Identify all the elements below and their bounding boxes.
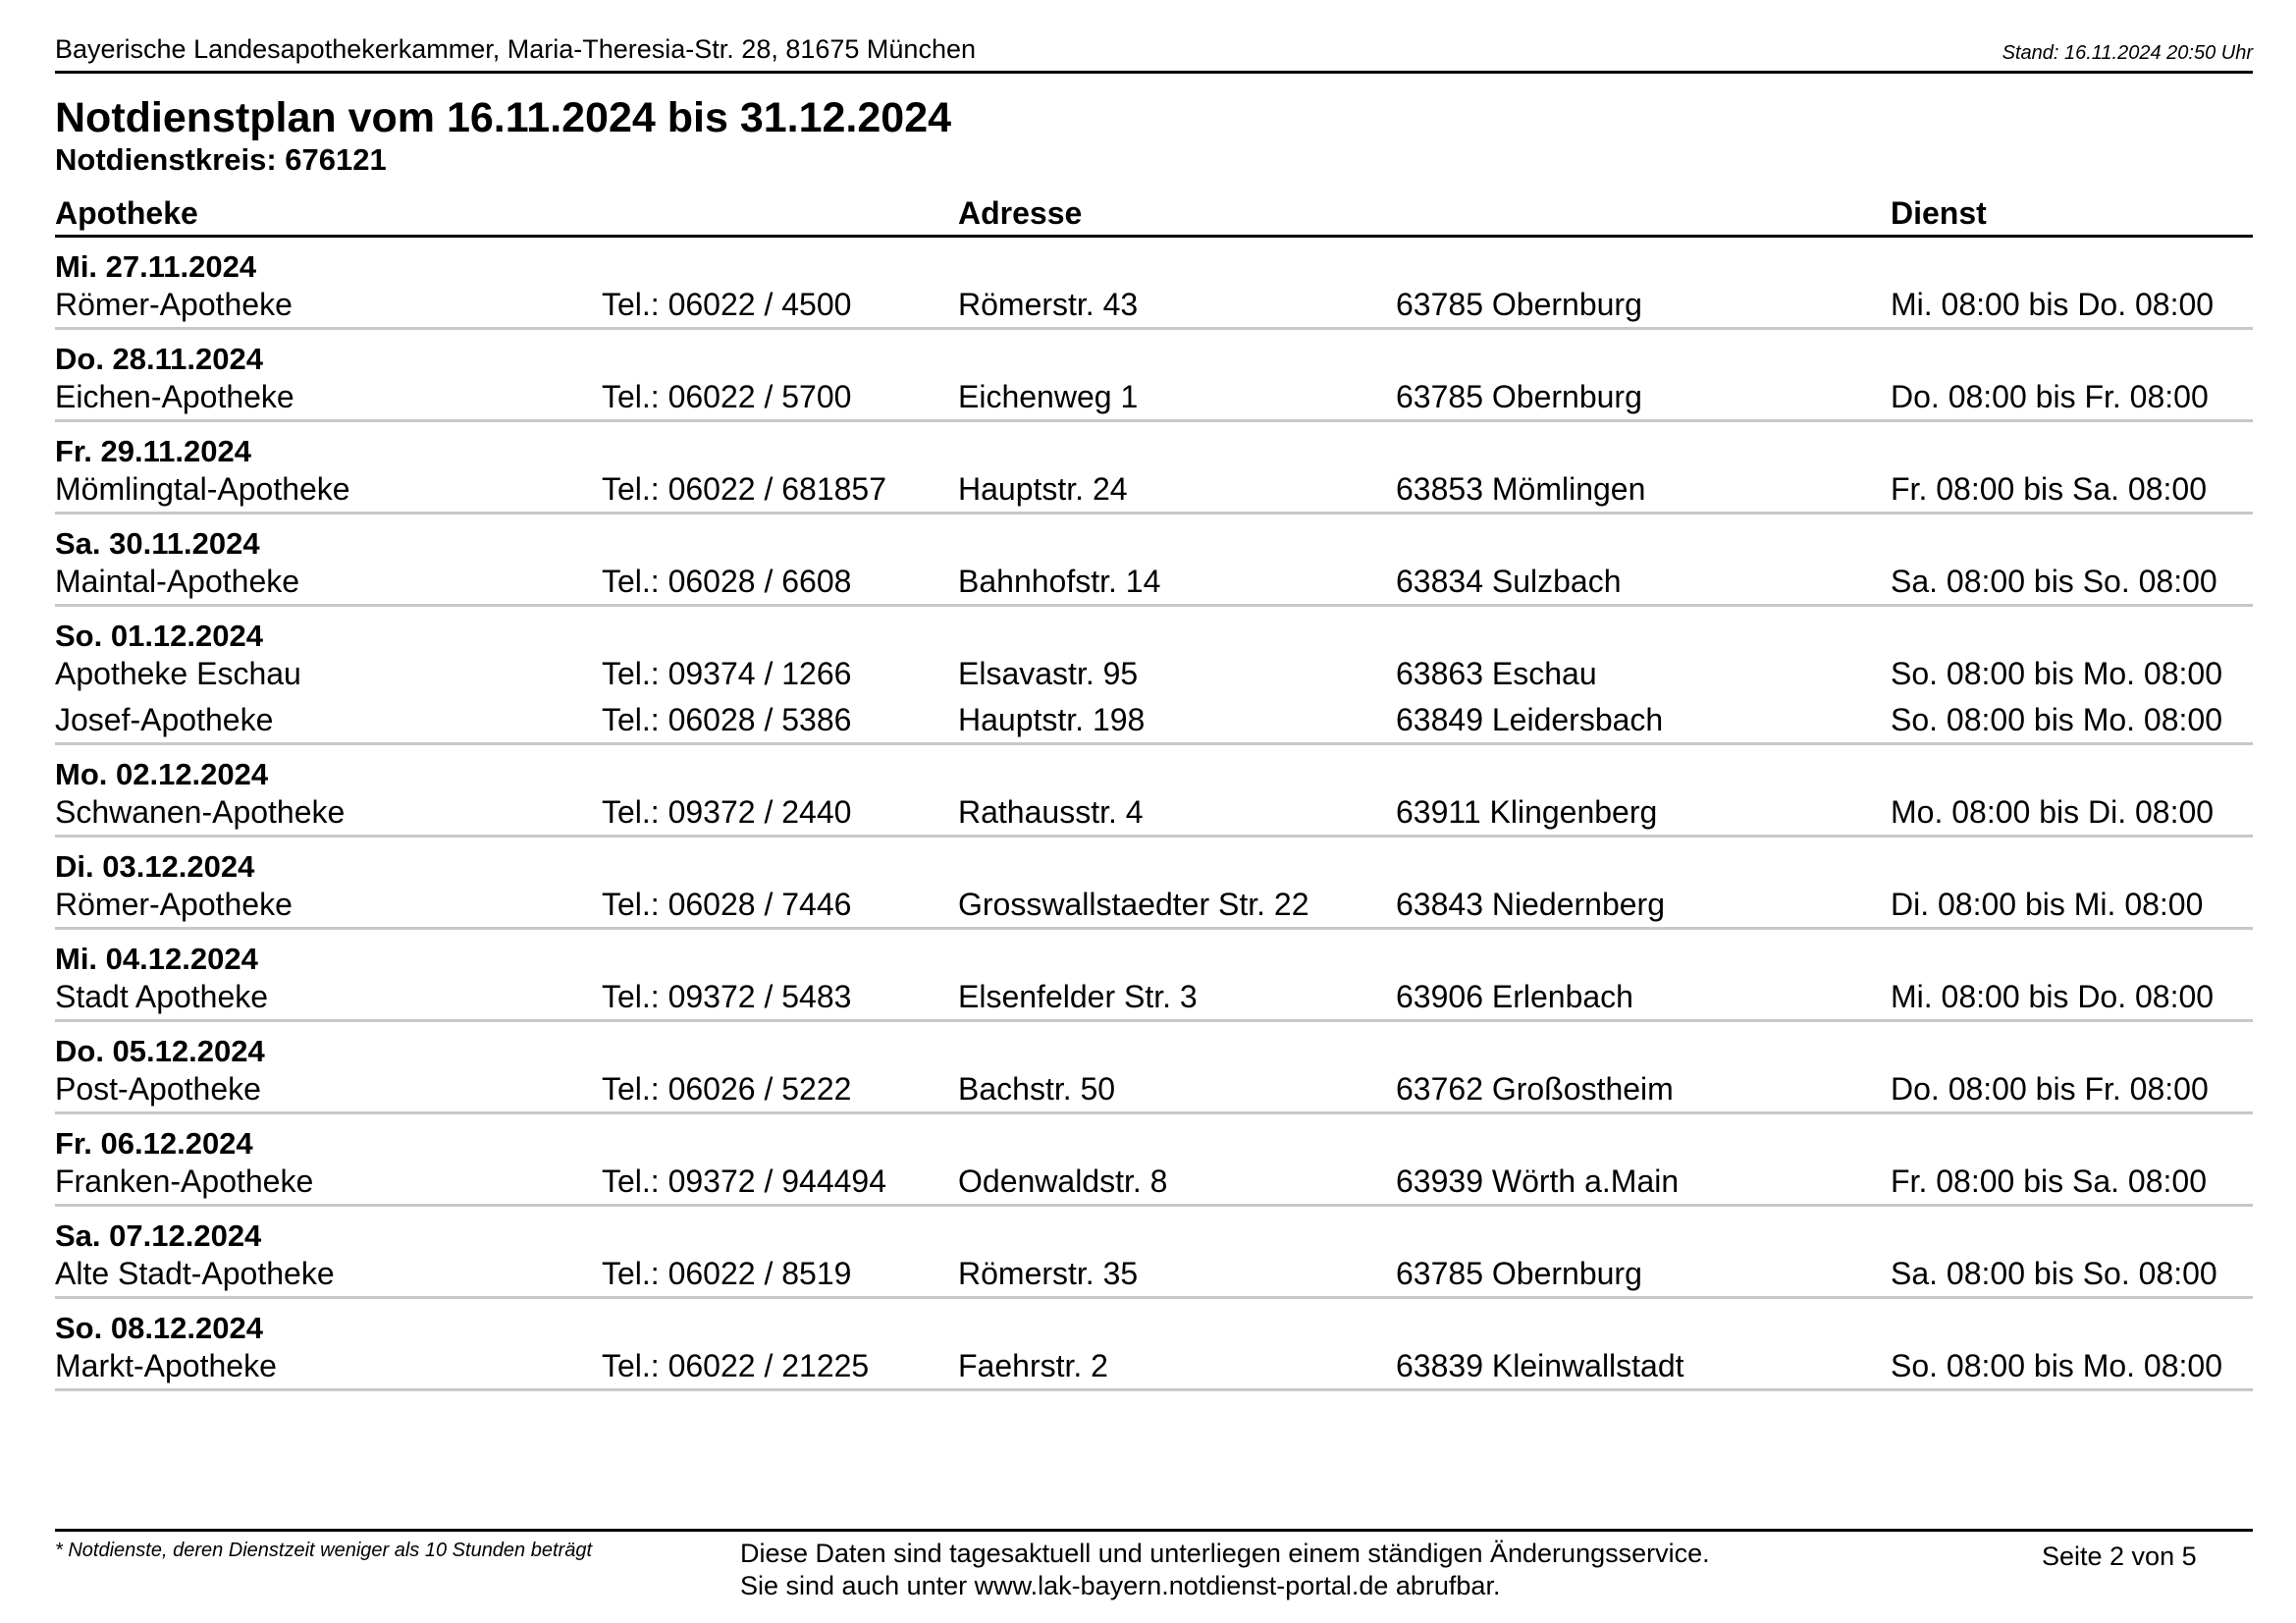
service-time: Sa. 08:00 bis So. 08:00 <box>1891 1256 2217 1291</box>
pharmacy-street: Faehrstr. 2 <box>958 1348 1108 1383</box>
service-time: Di. 08:00 bis Mi. 08:00 <box>1891 887 2204 922</box>
pharmacy-phone: Tel.: 06022 / 5700 <box>602 379 852 414</box>
pharmacy-name: Eichen-Apotheke <box>55 379 294 414</box>
pharmacy-street: Odenwaldstr. 8 <box>958 1163 1168 1199</box>
day-group <box>55 838 2253 930</box>
table-row <box>55 1065 2253 1111</box>
day-date: Mi. 27.11.2024 <box>55 249 257 284</box>
pharmacy-name: Mömlingtal-Apotheke <box>55 471 350 507</box>
day-date-row <box>55 330 2253 376</box>
day-date-row <box>55 1114 2253 1161</box>
document-footer <box>55 1529 2253 1600</box>
pharmacy-city: 63785 Obernburg <box>1396 379 1642 414</box>
table-row <box>55 973 2253 1019</box>
column-header-dienst: Dienst <box>1891 195 1987 231</box>
pharmacy-city: 63785 Obernburg <box>1396 287 1642 322</box>
pharmacy-street: Römerstr. 43 <box>958 287 1139 322</box>
service-time: Sa. 08:00 bis So. 08:00 <box>1891 564 2217 599</box>
pharmacy-phone: Tel.: 06028 / 5386 <box>602 702 852 737</box>
day-date: Mo. 02.12.2024 <box>55 757 269 791</box>
service-time: Mi. 08:00 bis Do. 08:00 <box>1891 979 2215 1014</box>
table-row <box>55 696 2253 742</box>
footer-info <box>740 1538 1710 1602</box>
pharmacy-city: 63839 Kleinwallstadt <box>1396 1348 1684 1383</box>
pharmacy-name: Franken-Apotheke <box>55 1163 314 1199</box>
pharmacy-city: 63853 Mömlingen <box>1396 471 1646 507</box>
table-row <box>55 281 2253 327</box>
pharmacy-phone: Tel.: 09374 / 1266 <box>602 656 852 691</box>
pharmacy-name: Post-Apotheke <box>55 1071 261 1107</box>
pharmacy-city: 63863 Eschau <box>1396 656 1597 691</box>
day-date: Mi. 04.12.2024 <box>55 942 258 976</box>
pharmacy-phone: Tel.: 06022 / 4500 <box>602 287 852 322</box>
day-date-row <box>55 745 2253 791</box>
service-time: Fr. 08:00 bis Sa. 08:00 <box>1891 471 2207 507</box>
day-date-row <box>55 838 2253 884</box>
page-title: Notdienstplan vom 16.11.2024 bis 31.12.2024 <box>55 94 952 141</box>
day-date-row <box>55 1207 2253 1253</box>
service-time: Do. 08:00 bis Fr. 08:00 <box>1891 379 2209 414</box>
schedule-table <box>55 238 2253 1391</box>
day-date: Fr. 06.12.2024 <box>55 1126 253 1161</box>
day-date: Do. 28.11.2024 <box>55 342 263 376</box>
day-date: Fr. 29.11.2024 <box>55 434 251 468</box>
pharmacy-phone: Tel.: 06026 / 5222 <box>602 1071 852 1107</box>
day-date-row <box>55 607 2253 653</box>
table-row <box>55 1158 2253 1204</box>
footnote: * Notdienste, deren Dienstzeit weniger als 10 Stunden beträgt <box>55 1540 593 1561</box>
pharmacy-name: Römer-Apotheke <box>55 287 293 322</box>
pharmacy-name: Alte Stadt-Apotheke <box>55 1256 335 1291</box>
table-row <box>55 881 2253 927</box>
pharmacy-phone: Tel.: 06022 / 21225 <box>602 1348 870 1383</box>
day-date: So. 01.12.2024 <box>55 619 263 653</box>
pharmacy-name: Stadt Apotheke <box>55 979 269 1014</box>
service-time: Mo. 08:00 bis Di. 08:00 <box>1891 794 2215 830</box>
service-time: Fr. 08:00 bis Sa. 08:00 <box>1891 1163 2207 1199</box>
service-time: So. 08:00 bis Mo. 08:00 <box>1891 656 2222 691</box>
pharmacy-street: Hauptstr. 24 <box>958 471 1128 507</box>
pharmacy-street: Bachstr. 50 <box>958 1071 1116 1107</box>
pharmacy-street: Bahnhofstr. 14 <box>958 564 1161 599</box>
document-page <box>55 29 2253 1391</box>
day-group <box>55 745 2253 838</box>
service-time: Mi. 08:00 bis Do. 08:00 <box>1891 287 2215 322</box>
service-time: So. 08:00 bis Mo. 08:00 <box>1891 1348 2222 1383</box>
day-group <box>55 1022 2253 1114</box>
day-group <box>55 930 2253 1022</box>
table-row <box>55 1250 2253 1296</box>
pharmacy-city: 63834 Sulzbach <box>1396 564 1622 599</box>
pharmacy-street: Elsavastr. 95 <box>958 656 1139 691</box>
pharmacy-street: Römerstr. 35 <box>958 1256 1139 1291</box>
pharmacy-city: 63843 Niedernberg <box>1396 887 1665 922</box>
footer-info-line: Diese Daten sind tagesaktuell und unterliegen einem ständigen Änderungsservice. <box>740 1539 1710 1568</box>
day-group <box>55 330 2253 422</box>
table-row <box>55 373 2253 419</box>
document-header <box>55 29 2253 74</box>
day-date: So. 08.12.2024 <box>55 1311 263 1345</box>
page-number: Seite 2 von 5 <box>2042 1542 2197 1571</box>
day-date: Sa. 07.12.2024 <box>55 1218 262 1253</box>
timestamp: Stand: 16.11.2024 20:50 Uhr <box>2002 42 2253 64</box>
pharmacy-phone: Tel.: 09372 / 5483 <box>602 979 852 1014</box>
table-row <box>55 558 2253 604</box>
pharmacy-phone: Tel.: 09372 / 2440 <box>602 794 852 830</box>
pharmacy-street: Rathausstr. 4 <box>958 794 1144 830</box>
day-date: Sa. 30.11.2024 <box>55 526 260 561</box>
pharmacy-city: 63762 Großostheim <box>1396 1071 1674 1107</box>
pharmacy-phone: Tel.: 06028 / 7446 <box>602 887 852 922</box>
pharmacy-city: 63911 Klingenberg <box>1396 794 1658 830</box>
day-date-row <box>55 1299 2253 1345</box>
pharmacy-street: Eichenweg 1 <box>958 379 1139 414</box>
pharmacy-street: Hauptstr. 198 <box>958 702 1146 737</box>
table-row <box>55 650 2253 696</box>
pharmacy-phone: Tel.: 06022 / 8519 <box>602 1256 852 1291</box>
pharmacy-name: Markt-Apotheke <box>55 1348 277 1383</box>
column-header-adresse: Adresse <box>958 195 1083 231</box>
table-row <box>55 1342 2253 1388</box>
day-group <box>55 607 2253 745</box>
day-date-row <box>55 930 2253 976</box>
pharmacy-name: Schwanen-Apotheke <box>55 794 346 830</box>
pharmacy-phone: Tel.: 06028 / 6608 <box>602 564 852 599</box>
day-group <box>55 1114 2253 1207</box>
day-date-row <box>55 514 2253 561</box>
day-date-row <box>55 1022 2253 1068</box>
pharmacy-name: Römer-Apotheke <box>55 887 293 922</box>
pharmacy-street: Grosswallstaedter Str. 22 <box>958 887 1309 922</box>
column-header-apotheke: Apotheke <box>55 195 198 231</box>
pharmacy-phone: Tel.: 09372 / 944494 <box>602 1163 887 1199</box>
table-row <box>55 465 2253 512</box>
day-date: Do. 05.12.2024 <box>55 1034 265 1068</box>
pharmacy-city: 63785 Obernburg <box>1396 1256 1642 1291</box>
day-group <box>55 1299 2253 1391</box>
day-group <box>55 422 2253 514</box>
pharmacy-city: 63906 Erlenbach <box>1396 979 1633 1014</box>
pharmacy-street: Elsenfelder Str. 3 <box>958 979 1198 1014</box>
day-date-row <box>55 238 2253 284</box>
footer-info-line: Sie sind auch unter www.lak-bayern.notdienst-portal.de abrufbar. <box>740 1571 1501 1600</box>
pharmacy-city: 63939 Wörth a.Main <box>1396 1163 1680 1199</box>
table-header <box>55 191 2253 238</box>
table-row <box>55 788 2253 835</box>
service-time: Do. 08:00 bis Fr. 08:00 <box>1891 1071 2209 1107</box>
pharmacy-name: Maintal-Apotheke <box>55 564 300 599</box>
pharmacy-name: Josef-Apotheke <box>55 702 274 737</box>
day-date: Di. 03.12.2024 <box>55 849 255 884</box>
day-group <box>55 1207 2253 1299</box>
page-subtitle: Notdienstkreis: 676121 <box>55 142 387 177</box>
day-group <box>55 514 2253 607</box>
organization-address: Bayerische Landesapothekerkammer, Maria-Theresia-Str. 28, 81675 München <box>55 34 976 64</box>
service-time: So. 08:00 bis Mo. 08:00 <box>1891 702 2222 737</box>
pharmacy-city: 63849 Leidersbach <box>1396 702 1664 737</box>
day-group <box>55 238 2253 330</box>
pharmacy-name: Apotheke Eschau <box>55 656 301 691</box>
pharmacy-phone: Tel.: 06022 / 681857 <box>602 471 887 507</box>
day-date-row <box>55 422 2253 468</box>
